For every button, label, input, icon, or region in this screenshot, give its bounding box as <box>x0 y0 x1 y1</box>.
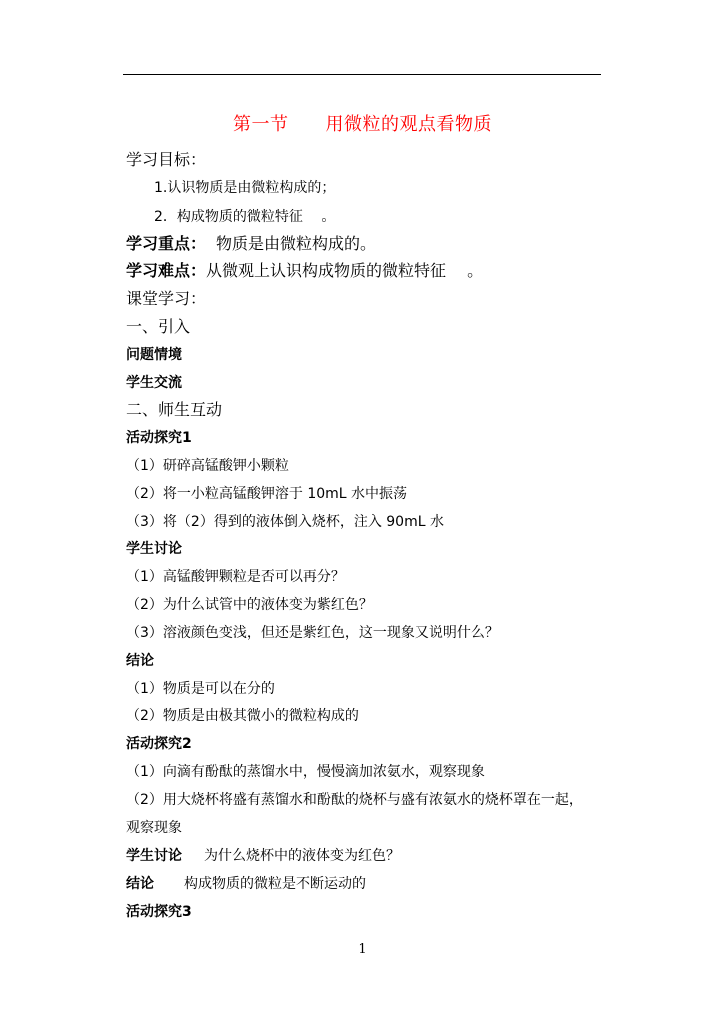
classroom-heading: 课堂学习： <box>126 289 207 308</box>
activity-step: （3）将（2）得到的液体倒入烧杯，注入 90mL 水 <box>126 514 444 530</box>
conclusion-item: （2）物质是由极其微小的微粒构成的 <box>126 708 359 724</box>
key-point-label: 学习重点： <box>126 234 207 253</box>
activity-step: （1）向滴有酚酞的蒸馏水中，慢慢滴加浓氨水，观察现象 <box>126 764 485 780</box>
activity-heading: 活动探究3 <box>126 904 192 920</box>
problem-scenario-heading: 问题情境 <box>126 347 182 363</box>
key-point-text: 物质是由微粒构成的。 <box>216 234 377 253</box>
page-title: 第一节 用微粒的观点看物质 <box>233 114 492 135</box>
activity-step: （2）将一小粒高锰酸钾溶于 10mL 水中振荡 <box>126 486 408 502</box>
activity-step-continued: 观察现象 <box>126 820 182 836</box>
conclusion-heading: 结论 <box>126 653 154 669</box>
difficulty-text: 从微观上认识构成物质的微粒特征 。 <box>206 261 484 280</box>
activity-step: （1）研碎高锰酸钾小颗粒 <box>126 458 289 474</box>
key-point <box>126 235 376 253</box>
activity-heading: 活动探究2 <box>126 736 192 752</box>
discussion-question: （3）溶液颜色变浅，但还是紫红色，这一现象又说明什么？ <box>126 625 499 641</box>
conclusion-label: 结论 <box>126 876 154 892</box>
activity-step: （2）用大烧杯将盛有蒸馏水和酚酞的烧杯与盛有浓氨水的烧杯罩在一起， <box>126 792 583 808</box>
conclusion-item: （1）物质是可以在分的 <box>126 681 275 697</box>
objectives-heading: 学习目标： <box>126 150 207 169</box>
student-exchange-heading: 学生交流 <box>126 375 182 391</box>
difficulty-label: 学习难点： <box>126 261 207 280</box>
header-rule <box>123 74 601 75</box>
objective-item: 1.认识物质是由微粒构成的； <box>154 180 336 196</box>
section-heading: 一、引入 <box>126 317 191 336</box>
discussion-question: （2）为什么试管中的液体变为紫红色？ <box>126 597 373 613</box>
conclusion-line <box>126 875 366 893</box>
discussion-line <box>126 847 400 865</box>
section-heading: 二、师生互动 <box>126 400 223 419</box>
conclusion-text: 构成物质的微粒是不断运动的 <box>184 876 366 892</box>
discussion-text: 为什么烧杯中的液体变为红色？ <box>204 848 400 864</box>
activity-heading: 活动探究1 <box>126 430 192 446</box>
difficulty <box>126 262 483 280</box>
discussion-question: （1）高锰酸钾颗粒是否可以再分？ <box>126 569 345 585</box>
discussion-heading: 学生讨论 <box>126 541 182 557</box>
page-number: 1 <box>358 942 367 957</box>
objective-item: 2．构成物质的微粒特征 。 <box>154 209 336 225</box>
discussion-label: 学生讨论 <box>126 848 182 864</box>
